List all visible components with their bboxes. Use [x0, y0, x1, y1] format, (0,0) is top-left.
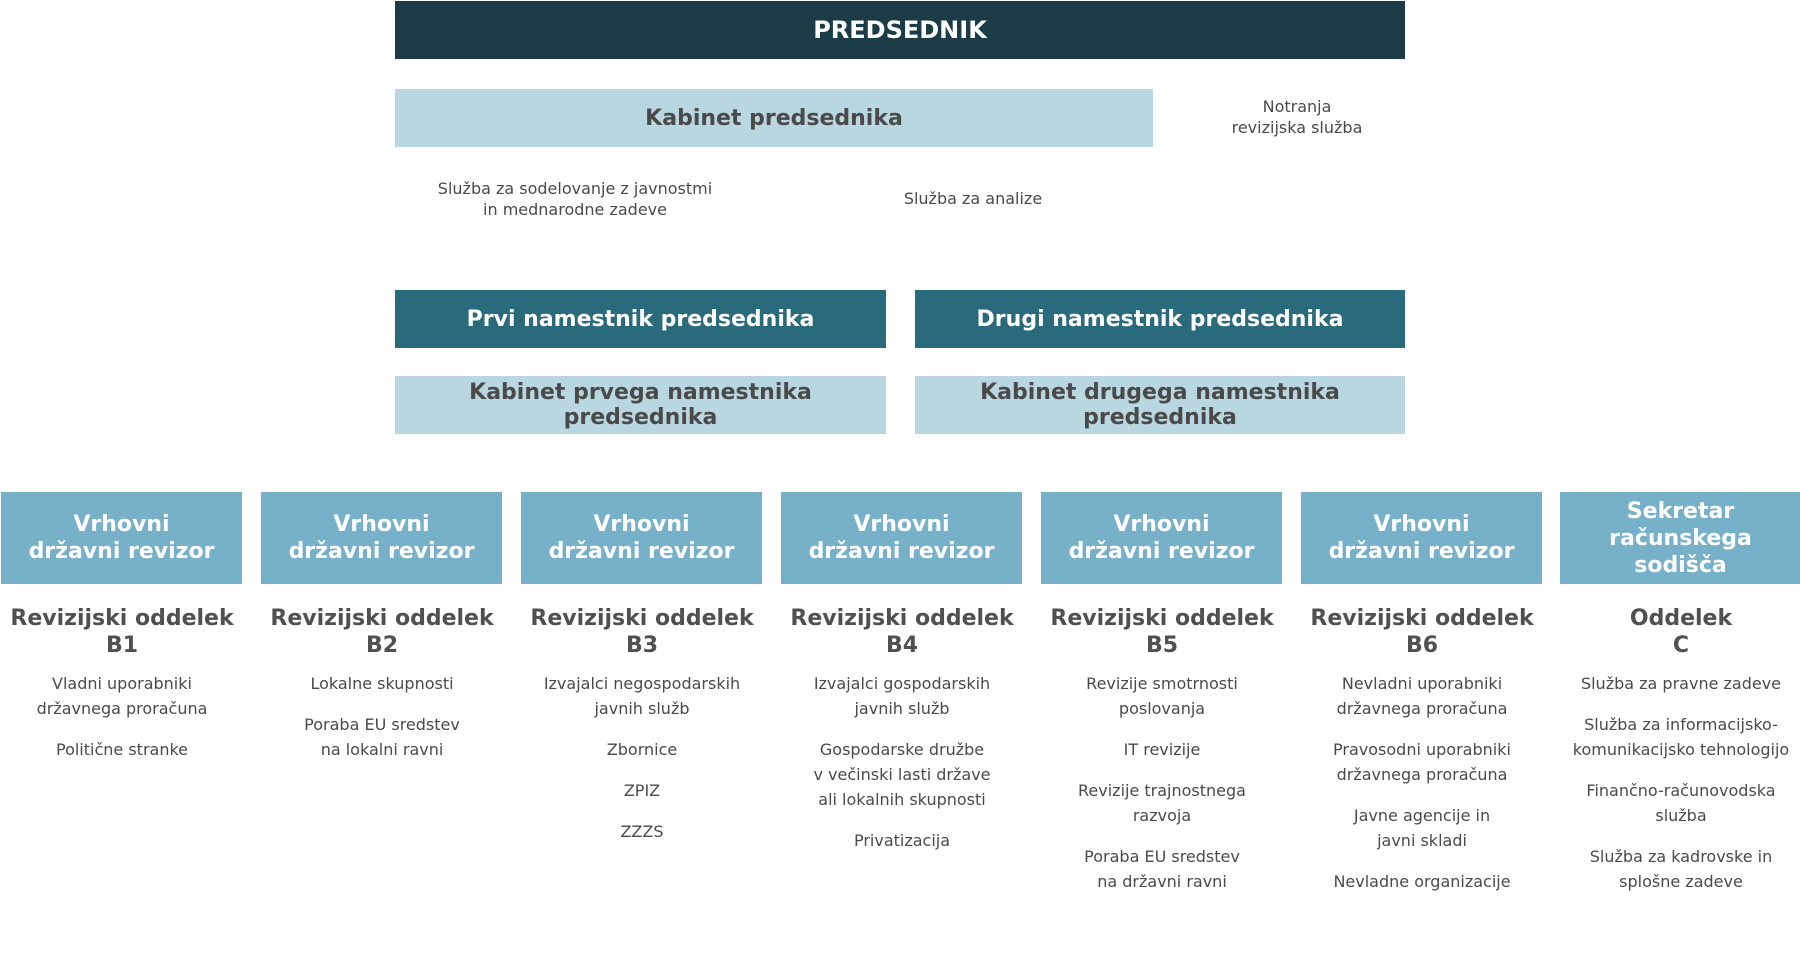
- department-item: Javne agencije in javni skladi: [1353, 806, 1491, 850]
- analysis-service-label: Služba za analize: [903, 189, 1043, 208]
- first-deputy-box: [395, 290, 886, 348]
- department-title: Revizijski oddelek B3: [530, 606, 754, 658]
- column-head-line: Vrhovni: [1113, 512, 1210, 537]
- department-title: Revizijski oddelek B2: [270, 606, 494, 658]
- department-item: Poraba EU sredstev na državni ravni: [1084, 847, 1240, 891]
- department-item: Zbornice: [606, 740, 678, 759]
- column-body-4: [781, 605, 1023, 869]
- department-item: Nevladni uporabniki državnega proračuna: [1336, 674, 1508, 718]
- department-item: Služba za pravne zadeve: [1580, 674, 1782, 693]
- column-head-2: [261, 492, 502, 584]
- column-body-1: [1, 605, 243, 778]
- department-item: ZPIZ: [623, 781, 661, 800]
- second-deputy-cabinet-label: Kabinet drugega namestnika predsednika: [980, 380, 1340, 430]
- second-deputy-cabinet-box: [915, 376, 1405, 434]
- column-head-line: državni revizor: [288, 539, 475, 564]
- cabinet-label: Kabinet predsednika: [645, 105, 903, 131]
- column-body-6: [1301, 605, 1543, 910]
- department-item: Izvajalci negospodarskih javnih služb: [543, 674, 741, 718]
- column-head-line: Vrhovni: [1373, 512, 1470, 537]
- department-title: Revizijski oddelek B1: [10, 606, 234, 658]
- first-deputy-label: Prvi namestnik predsednika: [466, 306, 815, 332]
- column-body-2: [261, 605, 503, 778]
- first-deputy-cabinet-box: [395, 376, 886, 434]
- department-item: Pravosodni uporabniki državnega proračuna: [1333, 740, 1511, 784]
- column-body-5: [1041, 605, 1283, 910]
- column-body-3: [521, 605, 763, 860]
- president-box: [395, 1, 1405, 59]
- column-head-line: Vrhovni: [73, 512, 170, 537]
- public-relations-service-label: Služba za sodelovanje z javnostmi in mednarodne zadeve: [437, 179, 713, 219]
- department-item: Služba za kadrovske in splošne zadeve: [1589, 847, 1773, 891]
- column-head-line: Vrhovni: [853, 512, 950, 537]
- internal-audit-label: Notranja revizijska služba: [1231, 97, 1363, 137]
- department-item: Služba za informacijsko- komunikacijsko tehnologijo: [1572, 715, 1790, 759]
- department-item: Privatizacija: [853, 831, 951, 850]
- column-head-line: Vrhovni: [593, 512, 690, 537]
- department-title: Revizijski oddelek B6: [1310, 606, 1534, 658]
- column-head-7: [1560, 492, 1800, 584]
- department-title: Oddelek C: [1629, 606, 1733, 658]
- column-body-7: [1560, 605, 1800, 910]
- cabinet-box: [395, 89, 1153, 147]
- department-item: Poraba EU sredstev na lokalni ravni: [304, 715, 460, 759]
- second-deputy-label: Drugi namestnik predsednika: [976, 306, 1344, 332]
- department-title: Revizijski oddelek B5: [1050, 606, 1274, 658]
- column-head-line: Vrhovni: [333, 512, 430, 537]
- second-deputy-box: [915, 290, 1405, 348]
- department-title: Revizijski oddelek B4: [790, 606, 1014, 658]
- column-head-4: [781, 492, 1022, 584]
- column-head-line: državni revizor: [1328, 539, 1515, 564]
- column-head-line: državni revizor: [28, 539, 215, 564]
- president-label: PREDSEDNIK: [813, 16, 987, 44]
- department-item: Lokalne skupnosti: [310, 674, 454, 693]
- department-item: Gospodarske družbe v večinski lasti države ali lokalnih skupnosti: [813, 740, 991, 809]
- column-head-6: [1301, 492, 1542, 584]
- department-item: Nevladne organizacije: [1333, 872, 1511, 891]
- first-deputy-cabinet-label: Kabinet prvega namestnika predsednika: [469, 380, 812, 430]
- column-head-line: računskega sodišča: [1609, 525, 1752, 578]
- department-item: Finančno-računovodska služba: [1586, 781, 1776, 825]
- department-item: Vladni uporabniki državnega proračuna: [36, 674, 208, 718]
- column-head-5: [1041, 492, 1282, 584]
- department-item: Izvajalci gospodarskih javnih služb: [813, 674, 991, 718]
- column-head-line: državni revizor: [808, 539, 995, 564]
- column-head-line: Sekretar: [1626, 498, 1735, 524]
- department-item: Revizije smotrnosti poslovanja: [1086, 674, 1238, 718]
- department-item: Revizije trajnostnega razvoja: [1078, 781, 1246, 825]
- department-item: IT revizije: [1123, 740, 1201, 759]
- column-head-line: državni revizor: [548, 539, 735, 564]
- column-head-line: državni revizor: [1068, 539, 1255, 564]
- column-head-3: [521, 492, 762, 584]
- department-item: ZZZS: [620, 822, 664, 841]
- column-head-1: [1, 492, 242, 584]
- department-item: Politične stranke: [55, 740, 188, 759]
